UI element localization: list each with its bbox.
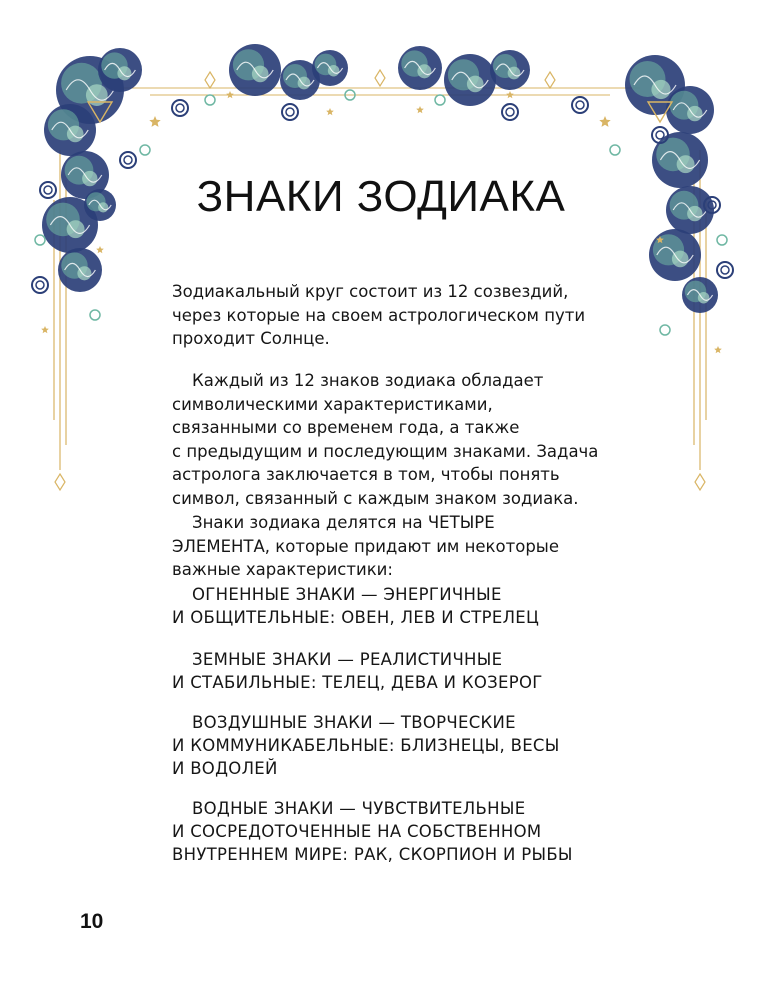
signs-line: символ, связанный с каждым знаком зодиака. xyxy=(172,488,579,508)
earth-signs-item xyxy=(172,648,622,694)
diamond-icon xyxy=(205,72,215,88)
diamond-icon xyxy=(545,72,555,88)
element-line: ОГНЕННЫЕ ЗНАКИ — ЭНЕРГИЧНЫЕ xyxy=(192,585,502,604)
signs-line: астролога заключается в том, чтобы понять xyxy=(172,465,560,484)
concentric-circle-icon xyxy=(576,101,584,109)
ring-icon xyxy=(717,235,727,245)
concentric-circle-icon xyxy=(32,277,48,293)
signs-paragraph xyxy=(172,369,622,510)
gold-star-icon xyxy=(326,108,334,115)
elements-line: Знаки зодиака делятся на ЧЕТЫРЕ xyxy=(192,513,495,532)
elements-line: ЭЛЕМЕНТА, которые придают им некоторые xyxy=(172,536,559,556)
diamond-icon xyxy=(55,474,65,490)
intro-line: Зодиакальный круг состоит из 12 созвездий, xyxy=(172,282,569,301)
concentric-circle-icon xyxy=(282,104,298,120)
concentric-circle-icon xyxy=(286,108,294,116)
page-number: 10 xyxy=(80,910,104,933)
element-line: ЗЕМНЫЕ ЗНАКИ — РЕАЛИСТИЧНЫЕ xyxy=(192,650,503,669)
signs-line: Каждый из 12 знаков зодиака обладает xyxy=(192,371,544,390)
concentric-circle-icon xyxy=(120,152,136,168)
elements-line: важные характеристики: xyxy=(172,560,393,579)
element-line: И ОБЩИТЕЛЬНЫЕ: ОВЕН, ЛЕВ И СТРЕЛЕЦ xyxy=(172,608,540,627)
element-line: И СТАБИЛЬНЫЕ: ТЕЛЕЦ, ДЕВА И КОЗЕРОГ xyxy=(172,673,543,692)
concentric-circle-icon xyxy=(572,97,588,113)
concentric-circle-icon xyxy=(506,108,514,116)
ring-icon xyxy=(140,145,150,155)
concentric-circle-icon xyxy=(502,104,518,120)
gold-star-icon xyxy=(41,326,49,333)
element-line: ВОЗДУШНЫЕ ЗНАКИ — ТВОРЧЕСКИЕ xyxy=(192,713,516,732)
gold-star-icon xyxy=(714,346,722,353)
ring-icon xyxy=(90,310,100,320)
gold-star-icon xyxy=(506,91,514,98)
intro-line: проходит Солнце. xyxy=(172,329,330,348)
ring-icon xyxy=(660,325,670,335)
signs-line: с предыдущим и последующим знаками. Задача xyxy=(172,441,599,461)
concentric-circle-icon xyxy=(717,262,733,278)
ring-icon xyxy=(35,235,45,245)
ring-icon xyxy=(610,145,620,155)
concentric-circle-icon xyxy=(172,100,188,116)
intro-line: через которые на своем астрологическом пути xyxy=(172,305,586,325)
water-signs-item xyxy=(172,797,622,866)
gold-star-icon xyxy=(416,106,424,113)
signs-line: связанными со временем года, а также xyxy=(172,418,520,437)
diamond-icon xyxy=(375,70,385,86)
diamond-icon xyxy=(695,474,705,490)
air-signs-item xyxy=(172,711,622,780)
signs-line: символическими характеристиками, xyxy=(172,394,493,414)
concentric-circle-icon xyxy=(721,266,729,274)
element-line: ВНУТРЕННЕМ МИРЕ: РАК, СКОРПИОН И РЫБЫ xyxy=(172,845,573,864)
page-title: ЗНАКИ ЗОДИАКА xyxy=(196,172,566,221)
concentric-circle-icon xyxy=(176,104,184,112)
concentric-circle-icon xyxy=(656,131,664,139)
concentric-circle-icon xyxy=(36,281,44,289)
gold-star-icon xyxy=(226,91,234,98)
elements-paragraph xyxy=(172,511,622,582)
intro-paragraph xyxy=(172,280,622,351)
ring-icon xyxy=(205,95,215,105)
fire-signs-item xyxy=(172,583,622,629)
ring-icon xyxy=(435,95,445,105)
concentric-circle-icon xyxy=(124,156,132,164)
element-line: ВОДНЫЕ ЗНАКИ — ЧУВСТВИТЕЛЬНЫЕ xyxy=(192,799,526,818)
gold-star-icon xyxy=(149,116,160,127)
element-line: И КОММУНИКАБЕЛЬНЫЕ: БЛИЗНЕЦЫ, ВЕСЫ xyxy=(172,736,560,755)
gold-star-icon xyxy=(96,246,104,253)
element-line: И СОСРЕДОТОЧЕННЫЕ НА СОБСТВЕННОМ xyxy=(172,822,542,841)
gold-star-icon xyxy=(599,116,610,127)
element-line: И ВОДОЛЕЙ xyxy=(172,759,278,778)
